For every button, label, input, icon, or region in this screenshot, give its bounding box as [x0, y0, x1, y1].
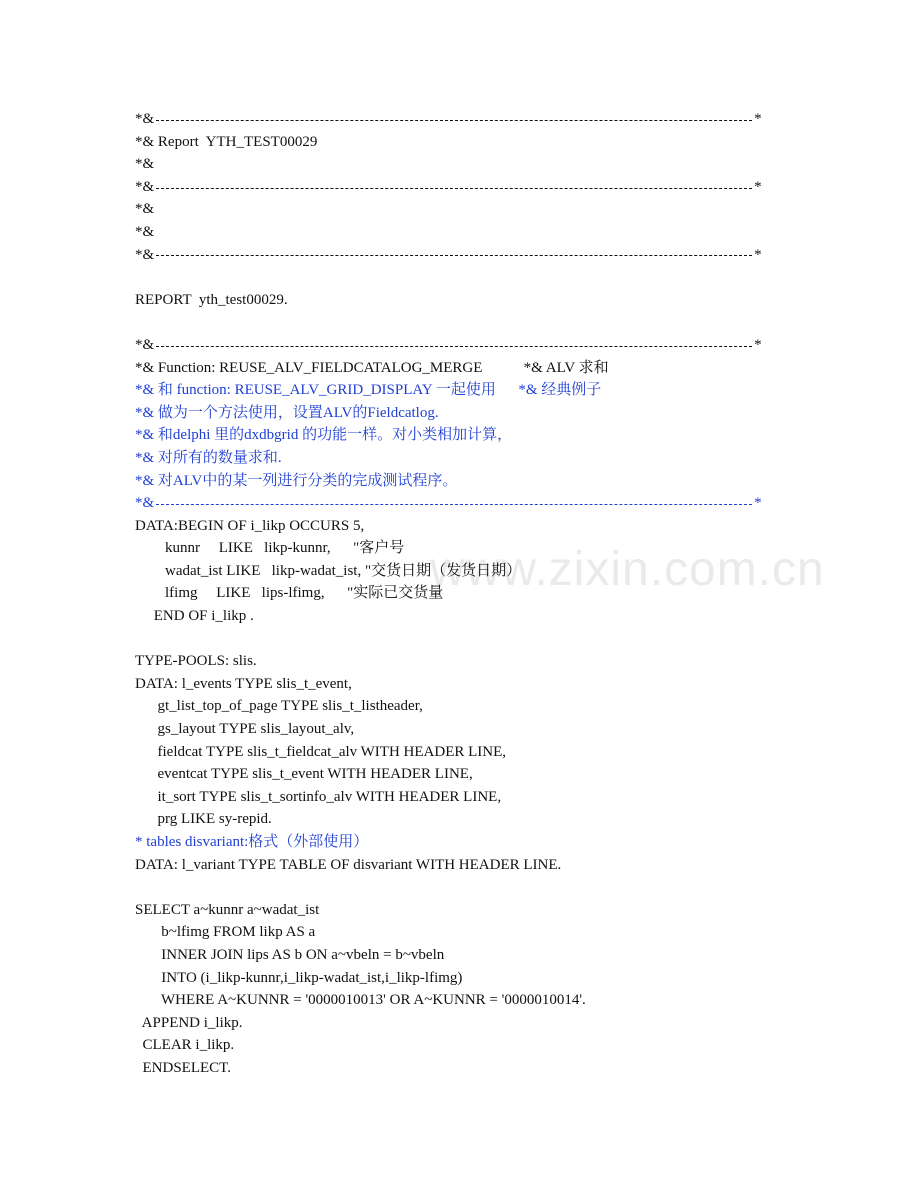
- comment-rule-line: [135, 176, 855, 199]
- rule-prefix: *&: [135, 111, 155, 127]
- rule-prefix: *&: [135, 336, 155, 353]
- blank-line: [135, 266, 855, 289]
- comment-rule-line: [135, 108, 855, 131]
- dashed-rule: [156, 120, 752, 121]
- code-line-type: it_sort TYPE slis_t_sortinfo_alv WITH HEADER LINE,: [135, 788, 502, 805]
- code-line-type: gt_list_top_of_page TYPE slis_t_listheader,: [135, 698, 423, 715]
- comment-rule-line: [135, 334, 855, 357]
- code-line-type: TYPE-POOLS: slis.: [135, 653, 257, 670]
- code-line-function-comment: *& 和delphi 里的dxdbgrid 的功能一样。对小类相加计算，: [135, 427, 513, 444]
- code-line-type: gs_layout TYPE slis_layout_alv,: [135, 721, 355, 738]
- code-line-function-comment: *& 和 function: REUSE_ALV_GRID_DISPLAY 一起使用 *& 经典例子: [135, 382, 602, 399]
- code-line-function-comment: *& 做为一个方法使用，设置ALV的Fieldcatlog.: [135, 404, 439, 421]
- code-line-comment: *&: [135, 201, 155, 218]
- code-line-select: WHERE A~KUNNR = '0000010013' OR A~KUNNR = '0000010014'.: [135, 992, 586, 1009]
- code-line-comment: * tables disvariant:格式（外部使用）: [135, 834, 369, 850]
- code-line-select: INTO (i_likp-kunnr,i_likp-wadat_ist,i_likp-lfimg): [135, 969, 463, 986]
- code-line-type: prg LIKE sy-repid.: [135, 811, 272, 828]
- rule-prefix: *&: [135, 246, 155, 263]
- code-line-select: b~lfimg FROM likp AS a: [135, 924, 316, 941]
- code-line-function-comment: *& Function: REUSE_ALV_FIELDCATALOG_MERGE *& ALV 求和: [135, 359, 609, 376]
- watermark-text: www.zixin.com.cn: [430, 543, 825, 596]
- code-line-type: eventcat TYPE slis_t_event WITH HEADER LINE,: [135, 766, 473, 783]
- code-line-data: kunnr LIKE likp-kunnr, "客户号: [135, 540, 405, 557]
- code-line-function-comment: *& 对所有的数量求和.: [135, 449, 282, 466]
- rule-suffix: *: [754, 111, 762, 127]
- code-line-data: DATA:BEGIN OF i_likp OCCURS 5,: [135, 517, 365, 534]
- code-line-select: CLEAR i_likp.: [135, 1037, 235, 1054]
- dashed-rule: [156, 255, 752, 256]
- code-line-comment: *&: [135, 223, 155, 240]
- dashed-rule: [156, 346, 752, 347]
- code-line-report-comment: *& Report YTH_TEST00029: [135, 133, 318, 150]
- code-line-select: ENDSELECT.: [135, 1059, 231, 1076]
- blank-line: [135, 876, 855, 899]
- code-line-type: DATA: l_events TYPE slis_t_event,: [135, 675, 352, 692]
- code-line-report: REPORT yth_test00029.: [135, 291, 288, 308]
- code-line-function-comment: *& 对ALV中的某一列进行分类的完成测试程序。: [135, 472, 458, 489]
- rule-suffix: *: [754, 178, 762, 195]
- code-line-type: DATA: l_variant TYPE TABLE OF disvariant WITH HEADER LINE.: [135, 856, 562, 873]
- comment-rule-line: [135, 492, 855, 515]
- code-line-type: fieldcat TYPE slis_t_fieldcat_alv WITH HEADER LINE,: [135, 743, 507, 760]
- code-line-select: INNER JOIN lips AS b ON a~vbeln = b~vbeln: [135, 946, 445, 963]
- code-line-data: wadat_ist LIKE likp-wadat_ist, "交货日期（发货日期）: [135, 562, 522, 579]
- code-line-data: lfimg LIKE lips-lfimg, "实际已交货量: [135, 585, 444, 602]
- code-line-data: END OF i_likp .: [135, 608, 254, 625]
- rule-suffix: *: [754, 495, 762, 512]
- dashed-rule: [156, 188, 752, 189]
- blank-line: [135, 628, 855, 651]
- blank-line: [135, 311, 855, 334]
- rule-prefix: *&: [135, 178, 155, 195]
- comment-rule-line: [135, 244, 855, 267]
- dashed-rule: [156, 504, 752, 505]
- rule-prefix: *&: [135, 495, 155, 512]
- code-line-comment: *&: [135, 156, 155, 173]
- code-line-select: SELECT a~kunnr a~wadat_ist: [135, 901, 320, 918]
- code-line-select: APPEND i_likp.: [135, 1014, 243, 1031]
- abap-source-code: [135, 108, 855, 1080]
- rule-suffix: *: [754, 336, 762, 353]
- rule-suffix: *: [754, 246, 762, 263]
